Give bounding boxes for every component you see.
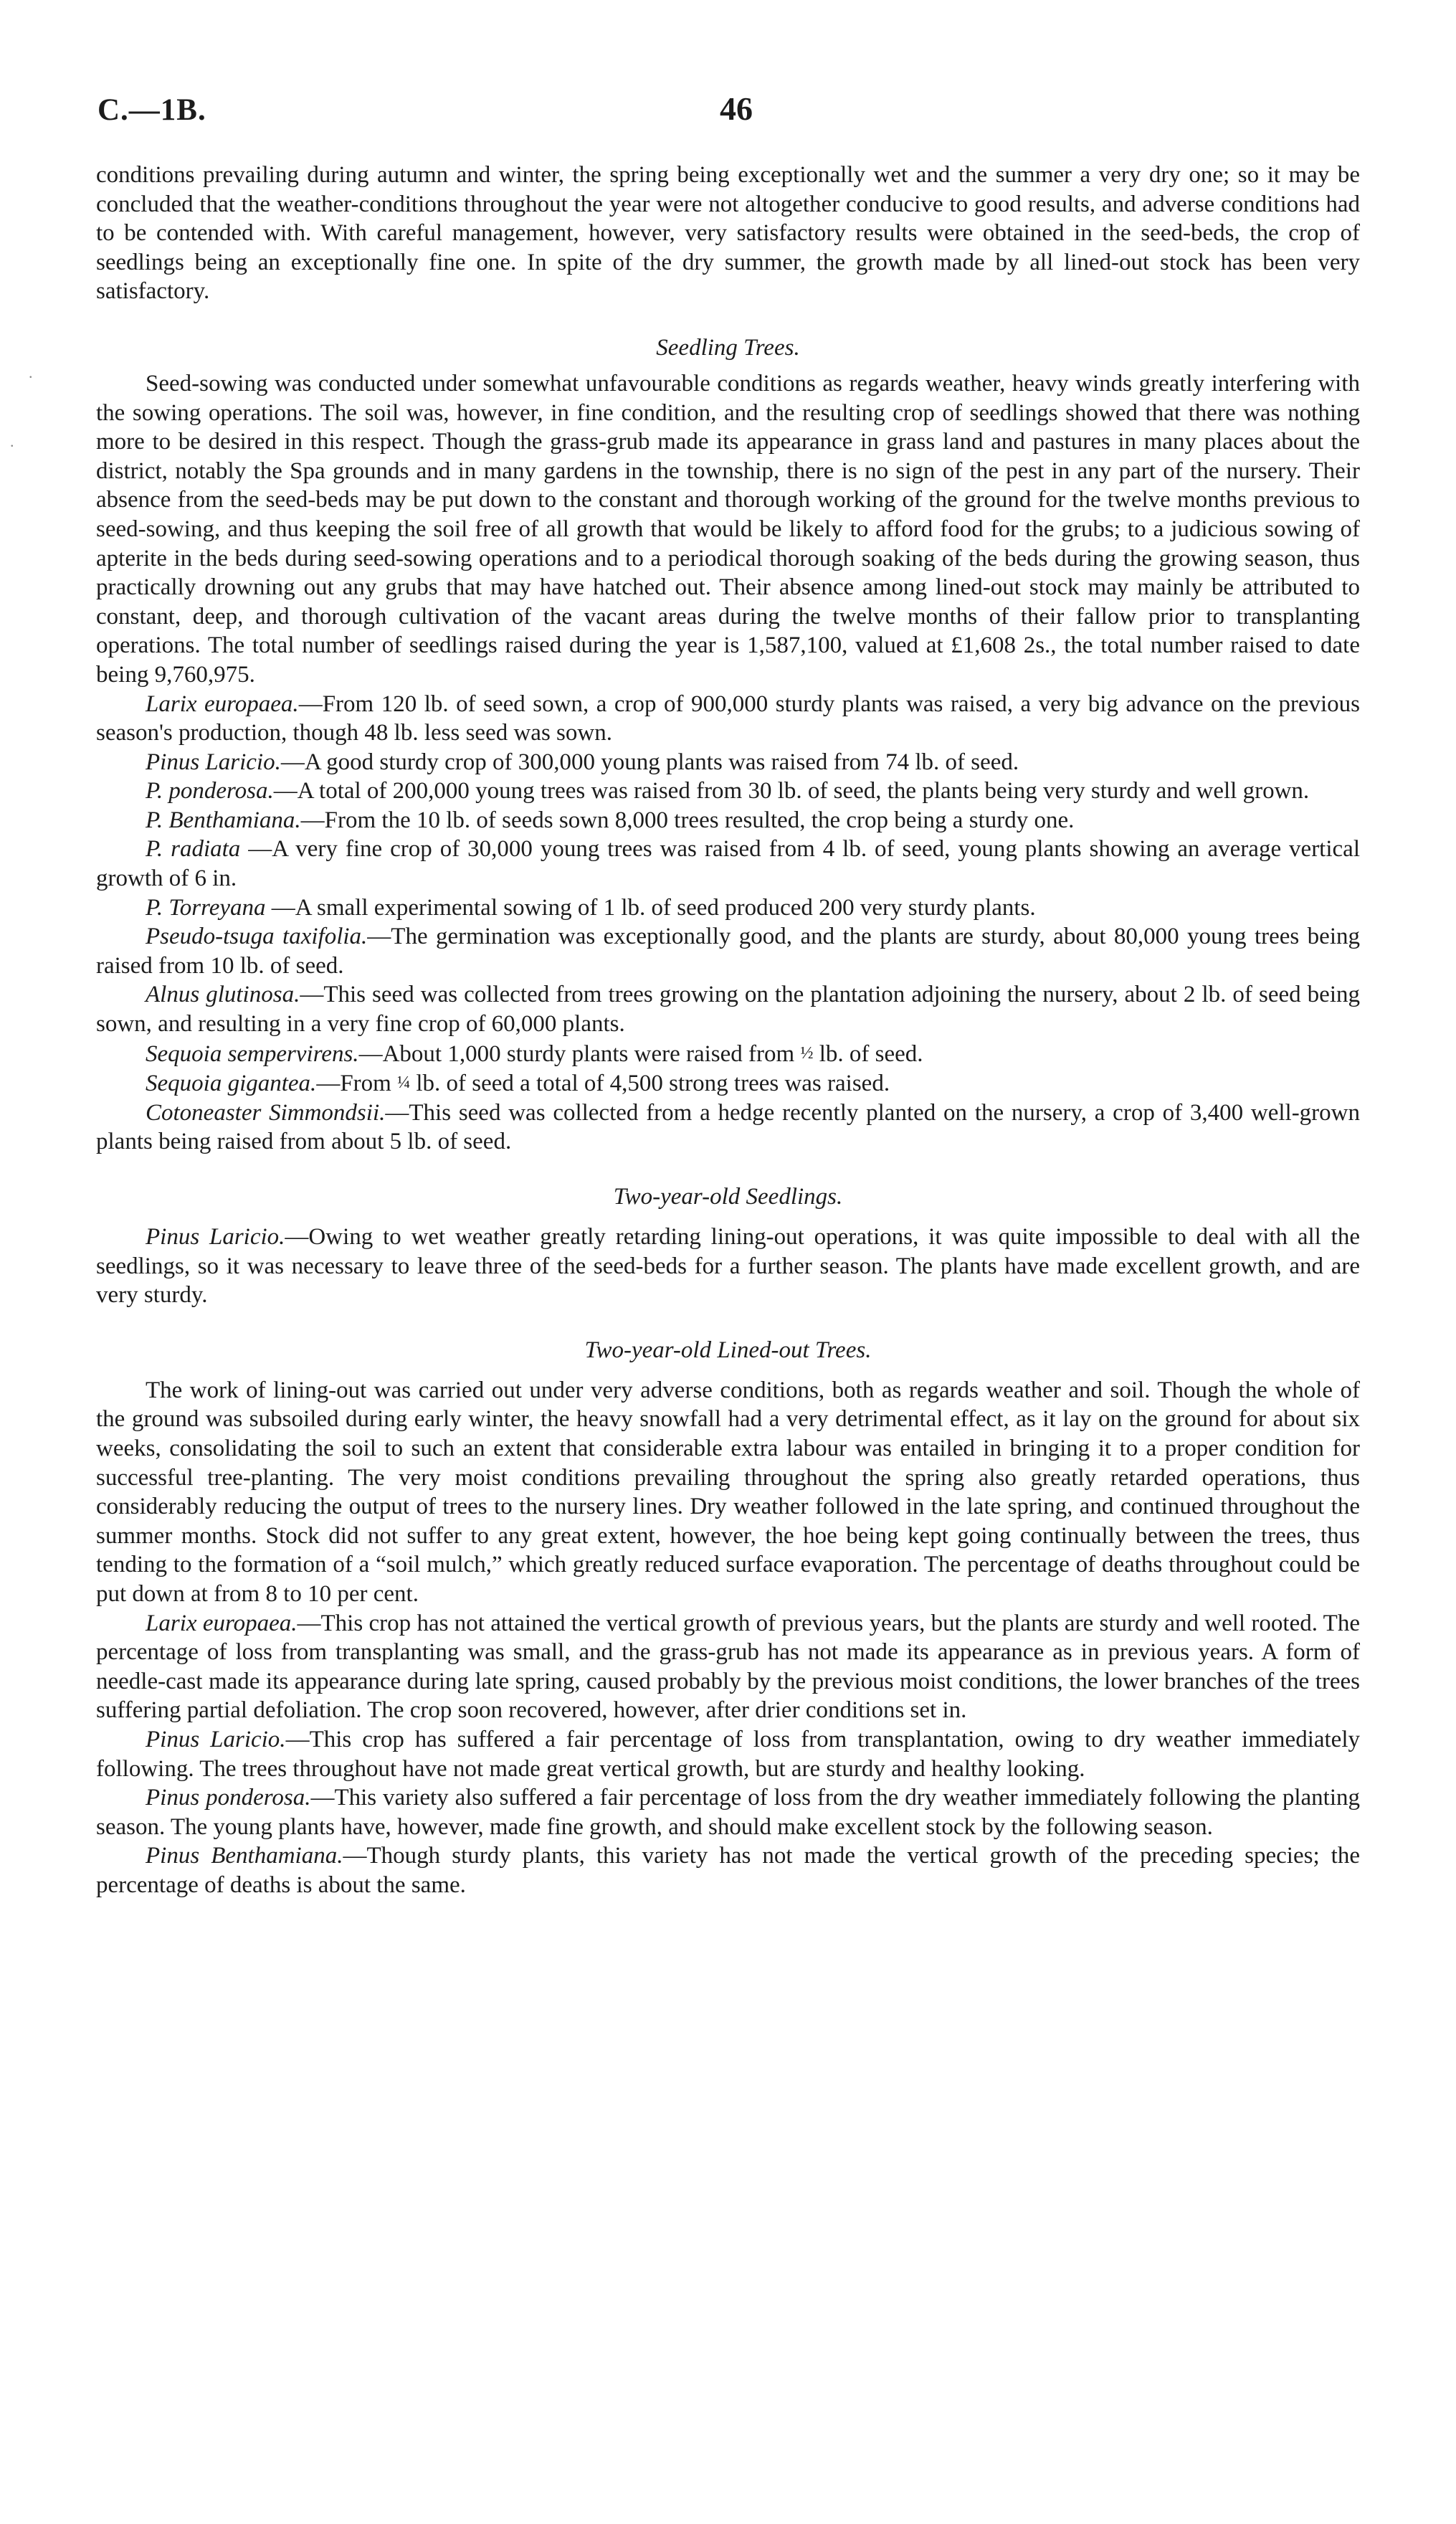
species-text: —This seed was collected from trees growing on the plantation adjoining the nursery, about 2 lb. of seed being sown, and resulting in a very fine crop of 60,000 plants. [96, 982, 1360, 1038]
species-name: Larix europaea. [146, 1610, 298, 1636]
species-name: Pseudo-tsuga taxifolia. [146, 924, 368, 950]
species-name: Sequoia gigantea. [146, 1071, 317, 1097]
lined-out-paragraph: The work of lining-out was carried out under very adverse conditions, both as regards weather and soil. Though the whole of the ground was subsoiled during early winter, the heavy snowfall had a very detrimental effect, as it lay on the ground for about six weeks, consolidating the soil to such an extent that considerable extra labour was entailed in bringing it to a proper condition for successful tree-planting. The very moist conditions prevailing throughout the spring also greatly retarded operations, thus considerably reducing the output of trees to the nursery lines. Dry weather followed in the late spring, and continued throughout the summer months. Stock did not suffer to any great extent, however, the hoe being kept going continually between the trees, thus tending to the formation of a “soil mulch,” which greatly reduced surface evaporation. The percentage of deaths throughout could be put down at from 8 to 10 per cent. [96, 1377, 1360, 1607]
species-name: Alnus glutinosa. [146, 982, 300, 1008]
report-reference: C.—1B. [97, 93, 206, 127]
species-entry [96, 1841, 1360, 1899]
species-name: Sequoia sempervirens. [146, 1040, 359, 1067]
species-text: —This crop has not attained the vertical growth of previous years, but the plants are sturdy and well rooted. The percentage of loss from transplanting was small, and the grass-grub has not made its appearance as in previous years. A form of needle-cast made its appearance during late spring, caused probably by the previous moist conditions, the lower branches of the trees suffering partial defoliation. The crop soon recovered, however, after drier conditions set in. [96, 1610, 1360, 1724]
page-header [96, 90, 1360, 161]
species-entry [96, 893, 1360, 923]
fraction: ½ [800, 1043, 814, 1063]
species-entry [96, 690, 1360, 748]
species-name: Pinus Laricio. [146, 1224, 285, 1250]
species-entry [96, 980, 1360, 1038]
species-text: —This crop has suffered a fair percentage of loss from transplantation, owing to dry weather immediately following. The trees throughout have not made great vertical growth, but are sturdy and healthy looking. [96, 1726, 1360, 1782]
species-text: —Owing to wet weather greatly retarding lining-out operations, it was quite impossible to deal with all the seedlings, so it was necessary to leave three of the seed-beds for a further season. The plants have made excellent growth, and are very sturdy. [96, 1224, 1360, 1309]
species-entry [96, 1609, 1360, 1725]
scan-mark: . [10, 432, 14, 450]
species-name: Pinus ponderosa. [146, 1785, 311, 1811]
species-entry [96, 1783, 1360, 1841]
species-text: —A very fine crop of 30,000 young trees was raised from 4 lb. of seed, young plants showing an average vertical growth of 6 in. [96, 836, 1360, 892]
species-name: Cotoneaster Simmondsii. [146, 1099, 386, 1126]
species-text: —Though sturdy plants, this variety has not made the vertical growth of the preceding species; the percentage of deaths is about the same. [96, 1843, 1360, 1898]
species-entry [96, 1223, 1360, 1310]
species-text: lb. of seed a total of 4,500 strong trees was raised. [410, 1071, 890, 1097]
section-heading-seedling-trees: Seedling Trees. [656, 334, 800, 361]
species-text: —This seed was collected from a hedge recently planted on the nursery, a crop of 3,400 well-grown plants being raised from about 5 lb. of seed. [96, 1099, 1360, 1155]
intro-paragraph: conditions prevailing during autumn and winter, the spring being exceptionally wet and the summer a very dry one; so it may be concluded that the weather-conditions throughout the year were not altogether conducive to good results, and adverse conditions had to be contended with. With careful management, however, very satisfactory results were obtained in the seed-beds, the crop of seedlings being an exceptionally fine one. In spite of the dry summer, the growth made by all lined-out stock has been very satisfactory. [96, 162, 1360, 305]
section-heading-two-year-seedlings: Two-year-old Seedlings. [613, 1184, 843, 1210]
species-entry [96, 835, 1360, 893]
species-name: P. ponderosa. [146, 778, 274, 805]
species-name: Pinus Benthamiana. [146, 1843, 343, 1869]
page-number: 46 [720, 90, 753, 127]
species-entry [96, 1725, 1360, 1783]
species-name: Pinus Laricio. [146, 1726, 286, 1752]
species-text: —A good sturdy crop of 300,000 young plants was raised from 74 lb. of seed. [280, 749, 1019, 775]
species-text: lb. of seed. [813, 1040, 923, 1067]
species-entry [96, 806, 1360, 835]
species-text: —A total of 200,000 young trees was raised from 30 lb. of seed, the plants being very sturdy and well grown. [273, 778, 1310, 805]
fraction: ¼ [397, 1073, 411, 1093]
species-name: P. radiata [146, 836, 241, 863]
species-text: —The germination was exceptionally good, and the plants are sturdy, about 80,000 young trees being raised from 10 lb. of seed. [96, 924, 1360, 979]
species-entry [96, 1068, 1360, 1099]
seedling-paragraph: Seed-sowing was conducted under somewhat unfavourable conditions as regards weather, heavy winds greatly interfering with the sowing operations. The soil was, however, in fine condition, and the resulting crop of seedlings showed that there was nothing more to be desired in this respect. Though the grass-grub made its appearance in grass land and pastures in many places about the district, notably the Spa grounds and in many gardens in the township, there is no sign of the pest in any part of the nursery. Their absence from the seed-beds may be put down to the constant and thorough working of the ground for the twelve months previous to seed-sowing, and thus keeping the soil free of all growth that would be likely to afford food for the grubs; to a judicious sowing of apterite in the beds during seed-sowing operations and to a periodical thorough soaking of the beds during the growing season, thus practically drowning out any grubs that may have hatched out. Their absence among lined-out stock may mainly be attributed to constant, deep, and thorough cultivation of the vacant areas during the twelve months of their fallow prior to transplanting operations. The total number of seedlings raised during the year is 1,587,100, valued at £1,608 2s., the total number raised to date being 9,760,975. [96, 370, 1360, 688]
species-entry [96, 777, 1360, 806]
species-text: —From [316, 1071, 398, 1097]
species-entry [96, 922, 1360, 980]
species-name: P. Benthamiana. [146, 807, 301, 833]
species-text: —About 1,000 sturdy plants were raised from [358, 1040, 801, 1067]
species-entry [96, 748, 1360, 777]
species-name: Larix europaea. [146, 691, 299, 717]
species-entry [96, 1039, 1360, 1069]
species-text: —A small experimental sowing of 1 lb. of seed produced 200 very sturdy plants. [265, 894, 1036, 921]
species-text: —This variety also suffered a fair percentage of loss from the dry weather immediately following the planting season. The young plants have, however, made fine growth, and should make excellent stock by the following season. [96, 1785, 1360, 1840]
species-text: —From the 10 lb. of seeds sown 8,000 trees resulted, the crop being a sturdy one. [300, 807, 1075, 833]
species-entry [96, 1099, 1360, 1157]
species-name: P. Torreyana [146, 894, 266, 921]
species-text: —From 120 lb. of seed sown, a crop of 900,000 sturdy plants was raised, a very big advance on the previous season's production, though 48 lb. less seed was sown. [96, 691, 1360, 746]
scan-mark: . [29, 364, 33, 381]
section-heading-lined-out-trees: Two-year-old Lined-out Trees. [584, 1337, 872, 1363]
species-name: Pinus Laricio. [146, 749, 281, 775]
